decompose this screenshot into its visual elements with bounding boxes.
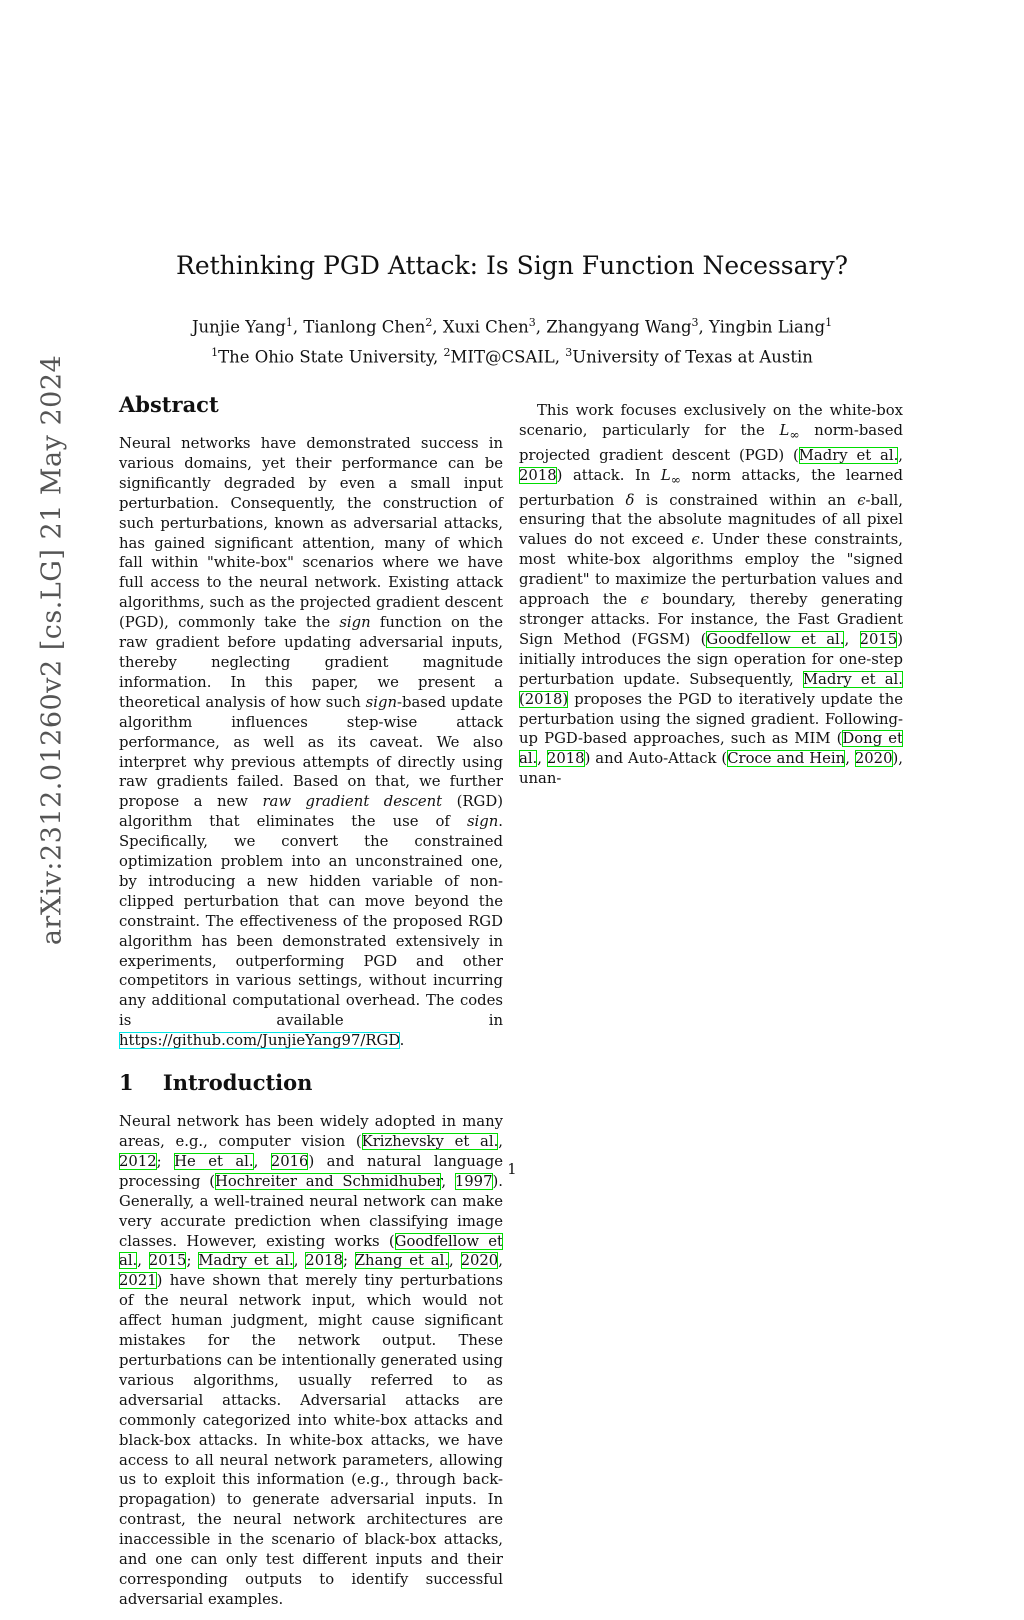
author-name: Tianlong Chen <box>303 317 426 337</box>
author-name: Xuxi Chen <box>442 317 529 337</box>
author-name: Zhangyang Wang <box>546 317 692 337</box>
citation-link[interactable]: 1997 <box>454 1172 493 1190</box>
paper-title: Rethinking PGD Attack: Is Sign Function Necessary? <box>176 251 848 280</box>
citation-link[interactable]: 2015 <box>859 630 898 648</box>
citation-link[interactable]: 2016 <box>270 1152 309 1170</box>
affiliation: MIT@CSAIL <box>450 347 555 366</box>
code-repo-link[interactable]: https://github.com/JunjieYang97/RGD <box>119 1032 400 1050</box>
arxiv-id: arXiv:2312.01260v2 [cs.LG] 21 May 2024 <box>36 354 68 946</box>
author-name: Yingbin Liang <box>709 317 826 337</box>
citation-link[interactable]: 2020 <box>460 1252 499 1270</box>
intro-paragraph-2: This work focuses exclusively on the white-box scenario, particularly for the $L_\infty$ norm-based projected gradient descent (PGD) (Madry et al., 2018) attack. In $L_\infty$ norm attacks, the learned perturbation δ is constrained within an ϵ-ball, ensuring that the absolute magnitudes of all pixel values do not exceed ϵ. Under these constraints, most white-box algorithms employ the "signed gradient" to maximize the perturbation values and approach the ϵ boundary, thereby generating stronger attacks. For instance, the Fast Gradient Sign Method (FGSM) (Goodfellow et al., 2015) initially introduces the sign operation for one-step perturbation update. Subsequently, Madry et al. (2018) proposes the PGD to iteratively update the perturbation using the signed gradient. Following-up PGD-based approaches, such as MIM (Dong et al., 2018) and Auto-Attack (Croce and Hein, 2020), unan- <box>519 402 903 788</box>
citation-link[interactable]: Krizhevsky et al. <box>361 1133 499 1150</box>
citation-link[interactable]: Croce and Hein <box>727 750 846 768</box>
citation-link[interactable]: 2012 <box>119 1152 157 1170</box>
right-column <box>519 401 903 799</box>
left-column <box>119 393 503 1620</box>
affiliation: The Ohio State University <box>218 347 434 366</box>
arxiv-sidebar-stamp <box>28 350 76 950</box>
citation-link[interactable]: 2015 <box>148 1252 187 1270</box>
citation-link[interactable]: Madry et al. <box>802 670 903 688</box>
citation-link[interactable]: 2018 <box>546 750 585 768</box>
citation-link[interactable]: 2021 <box>119 1272 157 1290</box>
citation-link[interactable]: Goodfellow et al. <box>706 630 845 648</box>
affiliation: University of Texas at Austin <box>572 347 813 366</box>
citation-link[interactable]: Goodfellow et al. <box>119 1232 503 1270</box>
citation-link[interactable]: Madry et al. <box>198 1252 294 1270</box>
abstract-text: Neural networks have demonstrated success in various domains, yet their performance can be significantly degraded by even a small input perturbation. Consequently, the construction of such perturbations, known as adversarial attacks, has gained significant attention, many of which fall within "white-box" scenarios where we have full access to the neural network. Existing attack algorithms, such as the projected gradient descent (PGD), commonly take the sign function on the raw gradient before updating adversarial inputs, thereby neglecting gradient magnitude information. In this paper, we present a theoretical analysis of how such sign-based update algorithm influences step-wise attack performance, as well as its caveat. We also interpret why previous attempts of directly using raw gradients failed. Based on that, we further propose a new raw gradient descent (RGD) algorithm that eliminates the use of sign. Specifically, we convert the constrained optimization problem into an unconstrained one, by introducing a new hidden variable of non-clipped perturbation that can move beyond the constraint. The effectiveness of the proposed RGD algorithm has been demonstrated extensively in experiments, outperforming PGD and other competitors in various settings, without incurring any additional computational overhead. The codes is available in https://github.com/JunjieYang97/RGD. <box>119 435 503 1050</box>
intro-paragraph-1: Neural network has been widely adopted in many areas, e.g., computer vision (Krizhevsky et al., 2012; He et al., 2016) and natural language processing (Hochreiter and Schmidhuber, 1997). Generally, a well-trained neural network can make very accurate prediction when classifying image classes. However, existing works (Goodfellow et al., 2015; Madry et al., 2018; Zhang et al., 2020, 2021) have shown that merely tiny perturbations of the neural network input, which would not affect human judgment, might cause significant mistakes for the network output. These perturbations can be intentionally generated using various algorithms, usually referred to as adversarial attacks. Adversarial attacks are commonly categorized into white-box attacks and black-box attacks. In white-box attacks, we have access to all neural network parameters, allowing us to exploit this information (e.g., through back-propagation) to generate adversarial inputs. In contrast, the neural network architectures are inaccessible in the scenario of black-box attacks, and one can only test different inputs and their corresponding outputs to identify successful adversarial examples. <box>119 1113 504 1608</box>
section-heading-introduction: 1 Introduction <box>119 1070 313 1096</box>
citation-link[interactable]: He et al. <box>174 1152 254 1170</box>
citation-link[interactable]: Dong et al. <box>519 730 903 768</box>
affiliation-list: $^1$The Ohio State University, $^2$MIT@CSAIL, $^3$University of Texas at Austin <box>211 345 813 366</box>
citation-link[interactable]: Zhang et al. <box>354 1252 450 1270</box>
citation-link[interactable]: 2018 <box>305 1252 343 1270</box>
citation-link[interactable]: Hochreiter and Schmidhuber <box>215 1172 442 1190</box>
author-list: Junjie Yang$^1$, Tianlong Chen$^2$, Xuxi Chen$^3$, Zhangyang Wang$^3$, Yingbin Liang$^1$ <box>191 316 833 337</box>
author-block <box>0 310 1024 369</box>
page-number: 1 <box>507 1161 517 1178</box>
abstract-heading: Abstract <box>119 392 219 417</box>
citation-link[interactable]: Madry et al. <box>798 446 899 464</box>
citation-link[interactable]: 2020 <box>854 750 893 768</box>
citation-link[interactable]: (2018) <box>519 690 569 708</box>
citation-link[interactable]: 2018 <box>519 466 557 484</box>
author-name: Junjie Yang <box>191 317 286 337</box>
